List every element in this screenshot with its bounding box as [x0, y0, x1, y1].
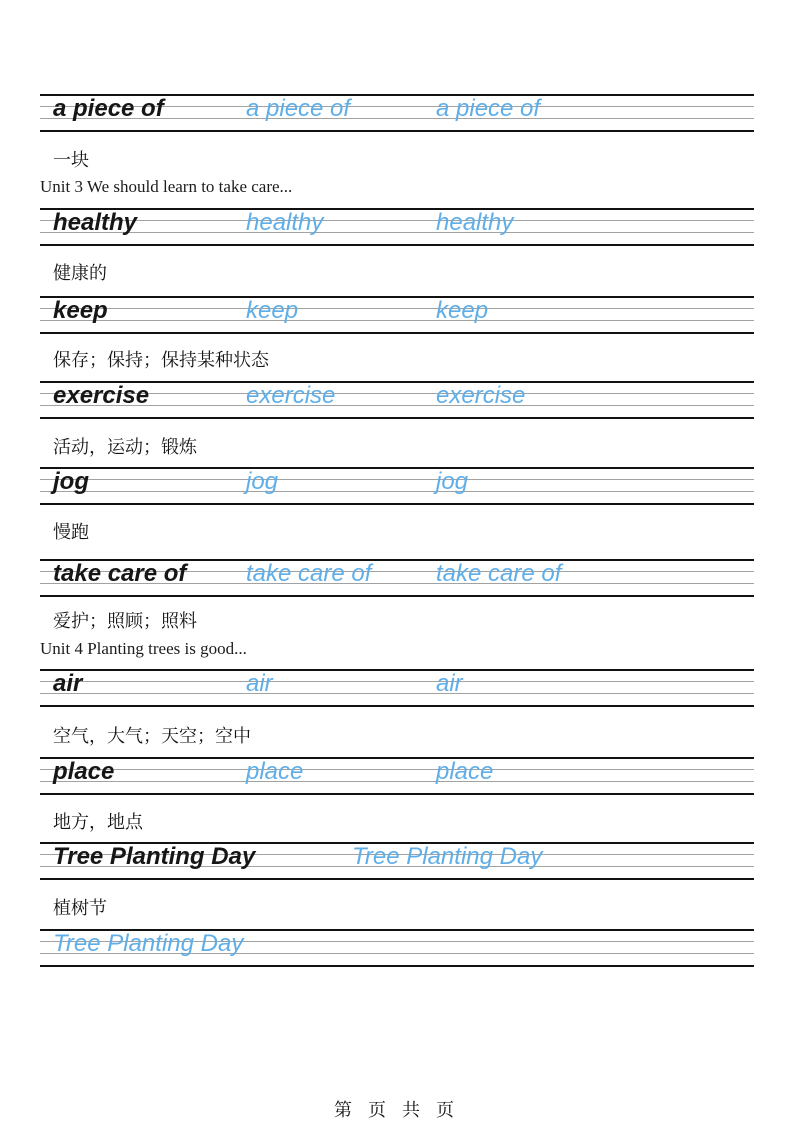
trace-word: Tree Planting Day [53, 930, 244, 957]
guide-line-inner [40, 491, 754, 492]
meaning-text: 健康的 [53, 263, 107, 283]
guide-line-inner [40, 220, 754, 221]
trace-word: healthy [246, 209, 324, 236]
headword: take care of [53, 560, 187, 587]
writing-guide-row [40, 929, 754, 967]
headword: Tree Planting Day [53, 843, 256, 870]
headword: keep [53, 297, 108, 324]
trace-word: air [436, 670, 463, 697]
guide-line-inner [40, 308, 754, 309]
guide-line-inner [40, 320, 754, 321]
trace-word: place [436, 758, 494, 785]
guide-line-inner [40, 232, 754, 233]
unit-heading: Unit 4 Planting trees is good... [40, 639, 247, 658]
trace-word: healthy [436, 209, 514, 236]
writing-guide-row [40, 381, 754, 419]
trace-word: exercise [436, 382, 526, 409]
headword: air [53, 670, 83, 697]
headword: place [53, 758, 115, 785]
trace-word: keep [246, 297, 299, 324]
headword: exercise [53, 382, 150, 409]
trace-word: a piece of [436, 95, 541, 122]
headword: jog [53, 468, 89, 495]
writing-guide-row [40, 467, 754, 505]
trace-word: keep [436, 297, 489, 324]
headword: a piece of [53, 95, 164, 122]
trace-word: a piece of [246, 95, 351, 122]
writing-guide-row [40, 842, 754, 880]
guide-line-inner [40, 681, 754, 682]
trace-word: place [246, 758, 304, 785]
meaning-text: 慢跑 [53, 522, 89, 542]
trace-word: exercise [246, 382, 336, 409]
writing-guide-row [40, 208, 754, 246]
meaning-text: 空气，大气；天空；空中 [53, 726, 251, 746]
trace-word: jog [246, 468, 279, 495]
trace-word: Tree Planting Day [352, 843, 543, 870]
meaning-text: 植树节 [53, 898, 107, 918]
meaning-text: 一块 [53, 150, 89, 170]
guide-line-inner [40, 781, 754, 782]
trace-word: take care of [436, 560, 562, 587]
page-footer: 第 页 共 页 [333, 1100, 459, 1120]
writing-guide-row [40, 94, 754, 132]
writing-guide-row [40, 559, 754, 597]
trace-word: take care of [246, 560, 372, 587]
writing-guide-row [40, 757, 754, 795]
trace-word: air [246, 670, 273, 697]
unit-heading: Unit 3 We should learn to take care... [40, 177, 293, 196]
guide-line-inner [40, 769, 754, 770]
headword: healthy [53, 209, 138, 236]
guide-line-inner [40, 693, 754, 694]
writing-guide-row [40, 296, 754, 334]
meaning-text: 活动，运动；锻炼 [53, 437, 197, 457]
trace-word: jog [436, 468, 469, 495]
meaning-text: 地方，地点 [53, 812, 143, 832]
meaning-text: 保存；保持；保持某种状态 [53, 350, 269, 370]
guide-line-inner [40, 479, 754, 480]
writing-guide-row [40, 669, 754, 707]
meaning-text: 爱护；照顾；照料 [53, 611, 197, 631]
